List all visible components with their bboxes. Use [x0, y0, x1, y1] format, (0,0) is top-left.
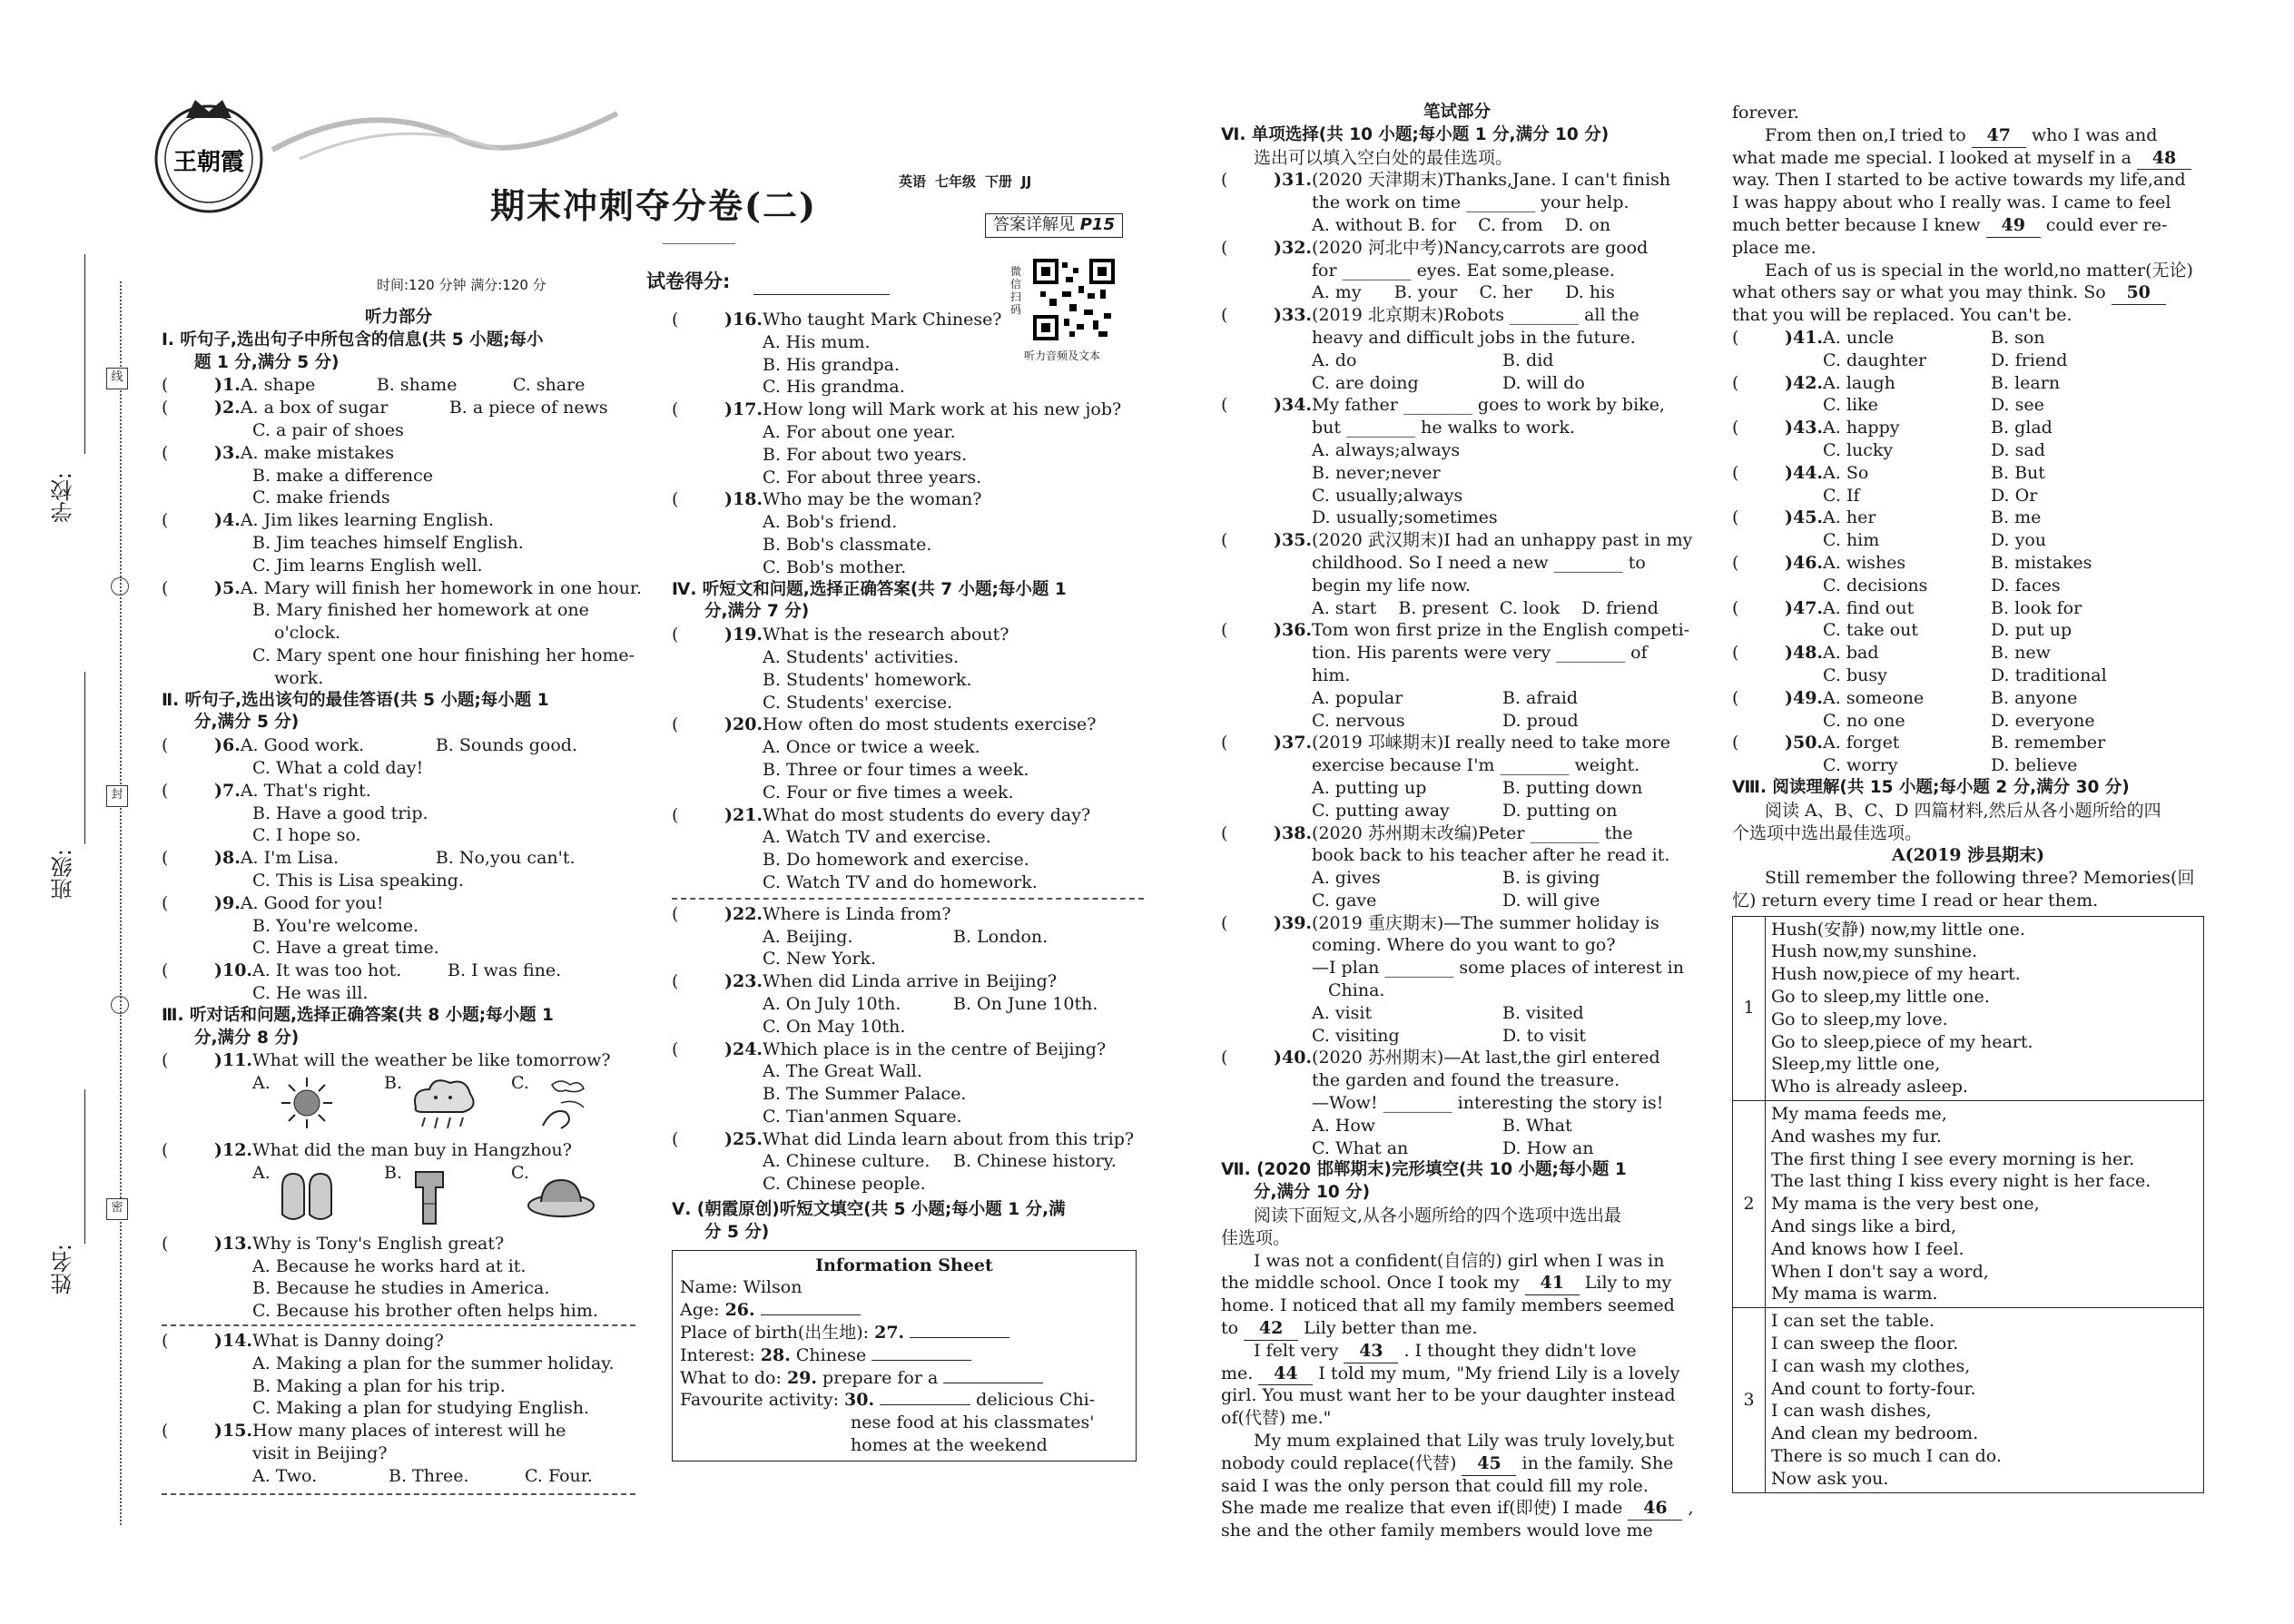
option-text: B. Jim teaches himself English.	[252, 532, 524, 553]
option-text: A. Once or twice a week.	[763, 737, 980, 758]
question-34[interactable]: ( )34. My father ________ goes to work by bike,	[1221, 395, 1665, 416]
blank-27[interactable]	[910, 1337, 1009, 1338]
option-text: A. For about one year.	[763, 421, 956, 442]
option-text: C. Mary spent one hour finishing her home-	[252, 645, 635, 665]
option-text: C. Chinese people.	[763, 1174, 926, 1195]
section-1-heading-2: 题 1 分,满分 5 分)	[194, 352, 340, 372]
poem-line: There is so much I can do.	[1771, 1446, 2002, 1467]
poem-row	[1733, 1308, 2204, 1492]
question-text: heavy and difficult jobs in the future.	[1312, 327, 1636, 348]
question-48[interactable]: ( )48. A. bad B. new	[1732, 643, 2051, 664]
question-5[interactable]: ( )5. A. Mary will finish her homework in one hour.	[162, 577, 642, 598]
title-rule	[663, 243, 735, 244]
question-4[interactable]: ( )4. A. Jim likes learning English.	[162, 510, 495, 531]
question-15[interactable]: ( )15. How many places of interest will he	[162, 1421, 566, 1442]
dashed-divider	[672, 898, 1144, 900]
option-row: C. him D. you	[1823, 530, 2047, 551]
poem-number: 1	[1733, 916, 1766, 1100]
poem-line: My mama is the very best one,	[1771, 1194, 2040, 1215]
passage-line: what others say or what you may think. So 50	[1732, 281, 2204, 304]
passage-line: nobody could replace(代替) 45 in the family. She	[1221, 1452, 1693, 1475]
option-text: C. Watch TV and do homework.	[763, 871, 1038, 892]
page-title: 期末冲刺夺分卷(二)	[490, 185, 817, 226]
poem-line: Hush now,piece of my heart.	[1771, 964, 2021, 985]
poem-line: I can wash dishes,	[1771, 1401, 1932, 1422]
sheet-fav-cont: nese food at his classmates'	[851, 1412, 1095, 1433]
poem-text	[1766, 916, 2204, 1100]
option-text: C. Bob's mother.	[763, 556, 907, 577]
option-row: C. decisions D. faces	[1823, 575, 2061, 595]
passage-line: From then on,I tried to 47 who I was and	[1732, 124, 2204, 147]
question-46[interactable]: ( )46. A. wishes B. mistakes	[1732, 552, 2092, 573]
question-text: China.	[1328, 980, 1385, 1001]
sheet-birth: Place of birth(出生地): 27.	[680, 1322, 1128, 1344]
blank-41[interactable]: 41	[1525, 1272, 1580, 1295]
passage-line: that you will be replaced. You can't be.	[1732, 305, 2072, 326]
section-2-heading: Ⅱ. 听句子,选出该句的最佳答语(共 5 小题;每小题 1	[162, 690, 549, 710]
question-text: him.	[1312, 664, 1351, 685]
option-text: B. You're welcome.	[252, 915, 419, 936]
option-text: A. Students' activities.	[763, 646, 960, 667]
question-18[interactable]: ( )18. Who may be the woman?	[672, 489, 982, 510]
passage-line: I felt very 43 . I thought they didn't love	[1221, 1340, 1693, 1363]
seal-mark-seal: 封	[106, 785, 128, 807]
option-row: A. putting up B. putting down	[1312, 777, 1643, 798]
option-text: A. always;always	[1312, 439, 1461, 460]
poem-line: When I don't say a word,	[1771, 1261, 1989, 1282]
option-text: D. usually;sometimes	[1312, 507, 1498, 528]
cloze-options	[1732, 327, 2204, 777]
passage-line: My mum explained that Lily was truly lovely,but	[1254, 1431, 1675, 1452]
question-text: the garden and found the treasure.	[1312, 1070, 1620, 1091]
hat-icon[interactable]	[525, 1171, 597, 1222]
option-text: C. What a cold day!	[252, 757, 424, 778]
question-47[interactable]: ( )47. A. find out B. look for	[1732, 597, 2082, 618]
poem-line: Now ask you.	[1771, 1468, 1889, 1489]
question-19[interactable]: ( )19. What is the research about?	[672, 625, 1009, 645]
poem-line: And clean my bedroom.	[1771, 1423, 1979, 1444]
section-3-heading-2: 分,满分 8 分)	[194, 1028, 300, 1048]
option-row: A. gives B. is giving	[1312, 868, 1600, 889]
poem-line: And washes my fur.	[1771, 1126, 1942, 1147]
ribbon-decoration	[263, 86, 626, 177]
section-6-heading: Ⅵ. 单项选择(共 10 小题;每小题 1 分,满分 10 分)	[1221, 124, 1610, 144]
passage-line: to 42 Lily better than me.	[1221, 1317, 1693, 1340]
question-11[interactable]: ( )11. What will the weather be like tomorrow?	[162, 1050, 611, 1071]
passage-line: girl. You must want her to be your daughter instead	[1221, 1385, 1676, 1406]
question-text: —I plan ________ some places of interest in	[1312, 958, 1684, 979]
question-7[interactable]: ( )7. A. That's right.	[162, 780, 371, 801]
option-text: A. my B. your C. her D. his	[1312, 282, 1615, 303]
option-row: C. take out D. put up	[1823, 620, 2072, 641]
question-45[interactable]: ( )45. A. her B. me	[1732, 507, 2042, 528]
sheet-fav-cont: homes at the weekend	[851, 1435, 1048, 1456]
poem-line: And count to forty-four.	[1771, 1378, 1976, 1399]
option-row: C. are doing D. will do	[1312, 372, 1585, 393]
blank-42[interactable]: 42	[1244, 1317, 1298, 1341]
section-7-instruction: 阅读下面短文,从各小题所给的四个选项中选出最	[1254, 1206, 1622, 1226]
option-text: C. Making a plan for studying English.	[252, 1398, 590, 1419]
blank-45[interactable]: 45	[1462, 1452, 1516, 1476]
sheet-interest: Interest: 28. Chinese	[680, 1344, 1128, 1367]
question-39[interactable]: ( )39. (2019 重庆期末)—The summer holiday is	[1221, 912, 1659, 933]
option-text: C. Jim learns English well.	[252, 555, 483, 576]
question-text: begin my life now.	[1312, 575, 1471, 595]
passage-line: said I was the only person that could fill my role.	[1221, 1475, 1649, 1496]
blank-48[interactable]: 48	[2137, 147, 2191, 171]
binding-hole	[111, 577, 129, 595]
option-row: A. popular B. afraid	[1312, 687, 1579, 708]
qr-side-text: 微信扫码	[1010, 265, 1022, 316]
listening-title: 听力部分	[364, 308, 432, 327]
question-text: coming. Where do you want to go?	[1312, 935, 1616, 956]
question-text: visit in Beijing?	[252, 1443, 388, 1464]
option-row: C. If D. Or	[1823, 485, 2038, 506]
poem-text	[1766, 1308, 2204, 1492]
section-4-heading: Ⅳ. 听短文和问题,选择正确答案(共 7 小题;每小题 1	[672, 579, 1067, 599]
section-4-heading-2: 分,满分 7 分)	[704, 602, 810, 622]
passage-line: me. 44 I told my mum, "My friend Lily is a lovely	[1221, 1363, 1693, 1385]
option-text: C. Four or five times a week.	[763, 782, 1014, 802]
q25-options: A. Chinese culture. B. Chinese history.	[763, 1151, 1117, 1172]
sheet-title: Information Sheet	[815, 1255, 993, 1275]
section-7-heading: Ⅶ. (2020 邯郸期末)完形填空(共 10 小题;每小题 1	[1221, 1160, 1627, 1180]
option-row: A. do B. did	[1312, 349, 1554, 370]
subject-tags: 英语 七年级 下册 JJ	[899, 173, 1032, 190]
passage-line: I was happy about who I really was. I came to feel	[1732, 192, 2171, 213]
option-row: C. What an D. How an	[1312, 1137, 1594, 1158]
question-33[interactable]: ( )33. (2019 北京期末)Robots ________ all the	[1221, 305, 1639, 326]
question-42[interactable]: ( )42. A. laugh B. learn	[1732, 372, 2061, 393]
option-text: B. Have a good trip.	[252, 802, 428, 823]
option-text: A. The Great Wall.	[763, 1061, 922, 1082]
section-6-instruction: 选出可以填入空白处的最佳选项。	[1254, 147, 1513, 168]
option-row: A. visit B. visited	[1312, 1002, 1584, 1023]
poem-line: The last thing I kiss every night is her face.	[1771, 1171, 2151, 1192]
option-text: B. Bob's classmate.	[763, 534, 932, 555]
name-label: 姓名:	[51, 1244, 76, 1295]
sun-icon[interactable]	[280, 1076, 334, 1130]
option-text: work.	[274, 667, 324, 688]
seal-mark-secret: 密	[106, 1198, 128, 1220]
dashed-divider	[162, 1493, 635, 1495]
column-listening-1	[162, 307, 642, 1495]
option-text: C. I hope so.	[252, 825, 361, 846]
question-50[interactable]: ( )50. A. forget B. remember	[1732, 733, 2106, 753]
blank-43[interactable]: 43	[1344, 1340, 1398, 1363]
score-label: 试卷得分:	[646, 271, 731, 292]
poem-line: I can wash my clothes,	[1771, 1355, 1971, 1376]
passage-line: I was not a confident(自信的) girl when I was in	[1254, 1250, 1665, 1271]
question-text: tion. His parents were very ________ of	[1312, 643, 1648, 664]
poem-row	[1733, 1101, 2204, 1308]
poem-number: 2	[1733, 1101, 1766, 1308]
column-writing-1	[1221, 102, 1693, 1542]
option-text: C. This is Lisa speaking.	[252, 870, 464, 891]
section-8-instruction: 阅读 A、B、C、D 四篇材料,然后从各小题所给的四	[1765, 800, 2161, 821]
question-text: childhood. So I need a new ________ to	[1312, 552, 1646, 573]
question-44[interactable]: ( )44. A. So B. But	[1732, 462, 2045, 483]
sheet-age: Age: 26.	[680, 1299, 1128, 1322]
scarf-icon[interactable]	[407, 1167, 452, 1227]
question-14[interactable]: ( )14. What is Danny doing?	[162, 1331, 444, 1352]
question-6[interactable]: ( )6. A. Good work. B. Sounds good.	[162, 735, 577, 756]
poem-number: 3	[1733, 1308, 1766, 1492]
sheet-fav: Favourite activity: 30. delicious Chi-	[680, 1390, 1096, 1411]
sheet-name: Name: Wilson	[680, 1277, 802, 1298]
option-text: C. usually;always	[1312, 485, 1463, 506]
question-32[interactable]: ( )32. (2020 河北中考)Nancy,carrots are good	[1221, 237, 1649, 258]
option-text: B. Students' homework.	[763, 669, 972, 690]
question-21[interactable]: ( )21. What do most students do every day?	[672, 804, 1091, 825]
option-text: o'clock.	[274, 623, 341, 644]
option-text: B. The Summer Palace.	[763, 1084, 967, 1105]
option-text: C. His grandma.	[763, 377, 905, 398]
question-40[interactable]: ( )40. (2020 苏州期末)—At last,the girl entered	[1221, 1048, 1660, 1068]
poem-line: My mama feeds me,	[1771, 1104, 1947, 1125]
column-listening-2	[672, 309, 1144, 1462]
question-38[interactable]: ( )38. (2020 苏州期末改编)Peter ________ the	[1221, 822, 1633, 843]
class-field[interactable]	[84, 672, 85, 844]
question-text: book back to his teacher after he read it.	[1312, 845, 1670, 866]
question-24[interactable]: ( )24. Which place is in the centre of Beijing?	[672, 1038, 1107, 1059]
option-text: B. His grandpa.	[763, 354, 900, 375]
blank-28[interactable]	[871, 1360, 971, 1361]
section-2-heading-2: 分,满分 5 分)	[194, 713, 300, 733]
option-text: B. Making a plan for his trip.	[252, 1375, 506, 1396]
option-row: C. putting away D. putting on	[1312, 800, 1618, 821]
passage-line: the middle school. Once I took my 41 Lily to my	[1221, 1272, 1693, 1294]
option-row: A. How B. What	[1312, 1115, 1572, 1136]
blank-46[interactable]: 46	[1628, 1497, 1682, 1521]
passage-line: home. I noticed that all my family members seemed	[1221, 1295, 1675, 1316]
passage-line: forever.	[1732, 103, 1799, 123]
option-text: A. Making a plan for the summer holiday.	[252, 1353, 615, 1373]
question-13[interactable]: ( )13. Why is Tony's English great?	[162, 1233, 505, 1254]
question-23[interactable]: ( )23. When did Linda arrive in Beijing?	[672, 971, 1058, 992]
blank-26[interactable]	[761, 1314, 861, 1315]
poem-line: The first thing I see every morning is her.	[1771, 1148, 2135, 1169]
q23-options: A. On July 10th. B. On June 10th.	[763, 993, 1098, 1014]
blank-47[interactable]: 47	[1972, 124, 2026, 148]
option-row: C. lucky D. sad	[1823, 439, 2045, 460]
option-text: C. a pair of shoes	[252, 419, 404, 440]
option-row: C. nervous D. proud	[1312, 710, 1579, 731]
score-field[interactable]	[753, 294, 890, 295]
question-8[interactable]: ( )8. A. I'm Lisa. B. No,you can't.	[162, 848, 576, 869]
question-49[interactable]: ( )49. A. someone B. anyone	[1732, 687, 2078, 708]
section-7-heading-2: 分,满分 10 分)	[1254, 1183, 1371, 1203]
section-1-heading: Ⅰ. 听句子,选出句子中所包含的信息(共 5 小题;每小	[162, 330, 544, 349]
cloze-passage-continued	[1732, 102, 2204, 327]
poem-line: Go to sleep,my little one.	[1771, 987, 1990, 1008]
option-text: C. New York.	[763, 949, 877, 969]
question-9[interactable]: ( )9. A. Good for you!	[162, 892, 384, 913]
rain-cloud-icon[interactable]	[407, 1076, 479, 1134]
section-8-instruction-2: 个选项中选出最佳选项。	[1732, 822, 1923, 843]
question-31[interactable]: ( )31. (2020 天津期末)Thanks,Jane. I can't finish	[1221, 170, 1671, 191]
option-row: C. gave D. will give	[1312, 890, 1600, 910]
passage-line: of(代替) me."	[1221, 1408, 1332, 1429]
poem-line: And knows how I feel.	[1771, 1238, 1964, 1259]
time-score: 时间:120 分钟 满分:120 分	[377, 277, 546, 293]
question-text: exercise because I'm ________ weight.	[1312, 755, 1640, 776]
poem-line: Go to sleep,my love.	[1771, 1009, 1948, 1029]
poem-line: And sings like a bird,	[1771, 1216, 1957, 1237]
question-3[interactable]: ( )3. A. make mistakes	[162, 442, 395, 463]
passage-line: place me.	[1732, 237, 1816, 258]
q15-options: A. Two. B. Three. C. Four.	[252, 1465, 593, 1486]
section-5-heading: Ⅴ. (朝霞原创)听短文填空(共 5 小题;每小题 1 分,满	[672, 1200, 1066, 1220]
question-text: for ________ eyes. Eat some,please.	[1312, 260, 1615, 281]
question-text: —Wow! ________ interesting the story is!	[1312, 1093, 1664, 1114]
q12-pictures: A. B. C.	[162, 1162, 635, 1233]
option-text: B. Three or four times a week.	[763, 759, 1029, 780]
question-12[interactable]: ( )12. What did the man buy in Hangzhou?	[162, 1140, 572, 1161]
q11-pictures: A. B. C.	[162, 1072, 635, 1139]
option-text: C. On May 10th.	[763, 1016, 906, 1037]
school-label: 学校:	[51, 472, 76, 524]
option-text: A. Because he works hard at it.	[252, 1255, 527, 1276]
question-2[interactable]: ( )2. A. a box of sugar B. a piece of news	[162, 398, 608, 418]
dashed-divider	[162, 1324, 635, 1326]
name-field[interactable]	[84, 1089, 85, 1244]
option-text: C. He was ill.	[252, 982, 369, 1003]
question-10[interactable]: ( )10. A. It was too hot. B. I was fine.	[162, 960, 562, 981]
wind-icon[interactable]	[534, 1076, 597, 1134]
brand-logo	[145, 86, 272, 222]
poem-line: Who is already asleep.	[1771, 1077, 1968, 1097]
section-3-heading: Ⅲ. 听对话和问题,选择正确答案(共 8 小题;每小题 1	[162, 1005, 554, 1025]
seal-mark-line: 线	[106, 368, 128, 389]
option-text: A. without B. for C. from D. on	[1312, 214, 1611, 235]
option-text: B. make a difference	[252, 465, 433, 486]
option-text: C. Tian'anmen Square.	[763, 1106, 962, 1127]
question-1[interactable]: ( )1. A. shape B. shame C. share	[162, 375, 586, 396]
option-row: C. visiting D. to visit	[1312, 1025, 1587, 1046]
poem-line: Sleep,my little one,	[1771, 1054, 1941, 1075]
option-row: C. daughter D. friend	[1823, 349, 2068, 370]
question-43[interactable]: ( )43. A. happy B. glad	[1732, 418, 2053, 438]
option-text: C. Students' exercise.	[763, 692, 953, 713]
option-text: C. make friends	[252, 487, 390, 508]
column-writing-2	[1732, 102, 2204, 1493]
section-5-heading-2: 分 5 分)	[704, 1222, 770, 1242]
cloze-passage	[1221, 1250, 1693, 1542]
question-17[interactable]: ( )17. How long will Mark work at his new job?	[672, 399, 1122, 420]
option-row: C. no one D. everyone	[1823, 710, 2095, 731]
poem-line: I can set the table.	[1771, 1311, 1935, 1332]
option-text: B. For about two years.	[763, 444, 968, 465]
blank-49[interactable]: 49	[1986, 214, 2041, 238]
part-a-intro: Still remember the following three? Memories(回	[1765, 868, 2195, 889]
answer-reference: 答案详解见 P15	[985, 213, 1123, 238]
question-35[interactable]: ( )35. (2020 武汉期末)I had an unhappy past in my	[1221, 530, 1693, 551]
option-text: B. never;never	[1312, 462, 1441, 483]
poem-row	[1733, 916, 2204, 1100]
information-sheet	[672, 1250, 1137, 1462]
poem-text	[1766, 1101, 2204, 1308]
question-22[interactable]: ( )22. Where is Linda from?	[672, 903, 951, 924]
poem-line: Hush(安静) now,my little one.	[1771, 919, 2025, 940]
section-7-instruction-2: 佳选项。	[1221, 1227, 1291, 1248]
option-text: A. start B. present C. look D. friend	[1312, 597, 1659, 618]
passage-line: Each of us is special in the world,no matter(无论)	[1765, 260, 2193, 281]
option-text: B. Because he studies in America.	[252, 1278, 550, 1299]
passage-line: She made me realize that even if(即使) I made 46 ,	[1221, 1497, 1693, 1520]
question-20[interactable]: ( )20. How often do most students exercise?	[672, 714, 1097, 735]
question-37[interactable]: ( )37. (2019 邛崃期末)I really need to take more	[1221, 733, 1670, 753]
poem-line: Hush now,my sunshine.	[1771, 941, 1978, 962]
question-text: but ________ he walks to work.	[1312, 418, 1576, 438]
question-41[interactable]: ( )41. A. uncle B. son	[1732, 327, 2045, 348]
passage-line: she and the other family members would love me	[1221, 1521, 1653, 1541]
writing-title: 笔试部分	[1423, 103, 1491, 122]
poem-line: My mama is warm.	[1771, 1284, 1938, 1304]
part-a-title: A(2019 涉县期末)	[1891, 845, 2045, 866]
option-text: A. Watch TV and exercise.	[763, 827, 991, 848]
q22-options: A. Beijing. B. London.	[763, 926, 1049, 947]
option-row: C. busy D. traditional	[1823, 664, 2107, 685]
question-36[interactable]: ( )36. Tom won first prize in the English competi-	[1221, 620, 1690, 641]
passage-line: what made me special. I looked at myself in a 48	[1732, 147, 2204, 170]
blank-30[interactable]	[880, 1404, 970, 1405]
option-row: C. like D. see	[1823, 395, 2044, 416]
sheet-todo: What to do: 29. prepare for a	[680, 1367, 1128, 1390]
question-16[interactable]: ( )16. Who taught Mark Chinese?	[672, 310, 1002, 330]
option-text: C. Have a great time.	[252, 938, 439, 959]
option-text: C. For about three years.	[763, 467, 982, 487]
question-25[interactable]: ( )25. What did Linda learn about from this trip?	[672, 1128, 1135, 1149]
option-text: A. His mum.	[763, 331, 871, 352]
part-a-intro-2: 忆) return every time I read or hear them.	[1732, 890, 2099, 910]
qr-caption: 听力音频及文本	[1024, 349, 1101, 362]
gloves-icon[interactable]	[275, 1169, 339, 1227]
svg-text:王朝霞: 王朝霞	[172, 149, 245, 176]
option-row: C. worry D. believe	[1823, 755, 2078, 776]
class-label: 班级:	[51, 849, 76, 901]
option-text: A. Bob's friend.	[763, 512, 898, 533]
passage-line: much better because I knew 49 could ever re-	[1732, 214, 2204, 237]
section-8-heading: Ⅷ. 阅读理解(共 15 小题;每小题 2 分,满分 30 分)	[1732, 777, 2130, 797]
question-text: the work on time ________ your help.	[1312, 192, 1629, 213]
binding-hole	[111, 996, 129, 1014]
poems-table	[1732, 916, 2204, 1493]
school-field[interactable]	[84, 254, 85, 454]
option-text: C. Because his brother often helps him.	[252, 1301, 598, 1322]
blank-50[interactable]: 50	[2112, 281, 2166, 305]
binding-line	[120, 281, 122, 1525]
option-text: B. Do homework and exercise.	[763, 850, 1029, 871]
option-text: B. Mary finished her homework at one	[252, 600, 589, 621]
poem-line: I can sweep the floor.	[1771, 1334, 1959, 1354]
poem-line: Go to sleep,piece of my heart.	[1771, 1031, 2033, 1052]
blank-44[interactable]: 44	[1258, 1363, 1313, 1386]
passage-line: way. Then I started to be active towards my life,and	[1732, 170, 2186, 191]
